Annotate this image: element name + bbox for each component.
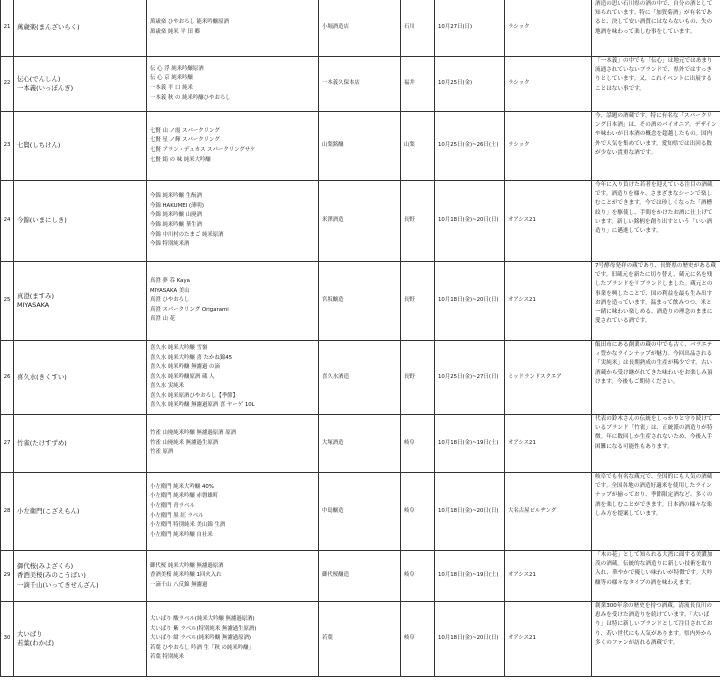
brand-name-line: 竹雀(たけすずめ) xyxy=(17,438,67,447)
row-number: 29 xyxy=(1,551,14,602)
brand-name-line: 一滴千山(いってきせんざん) xyxy=(17,580,99,589)
brewery-name: 中島醸造 xyxy=(319,473,401,551)
brewery-name: 大塚酒造 xyxy=(319,415,401,473)
venue: オアシス21 xyxy=(505,262,592,341)
brand-name-line: 香酒美桜(みのこうばい) xyxy=(17,571,86,580)
product-item: 喜久水 純米原酒ひやおろし【季節】 xyxy=(150,392,238,399)
product-item: 今錦 純米吟醸 生酛酒 xyxy=(150,193,202,200)
description: 今、話題の酒蔵です。特に有名な「スパークリング日本酒」は、その酒のパイオニア。デザインや味わいが日本酒の概念を超越したもの。国内外で人気を集めています。愛知県では出回る数が少ない貴重な酒です。 xyxy=(592,112,720,181)
event-date: 10月18日(金)~19日(土) xyxy=(435,415,505,473)
product-item: 一本義 平 口 純米 xyxy=(150,85,193,91)
description: 「一本義」の中でも「伝心」は地元ではあまり流通されていないブランドで、県外ではすっきりとしています。又、これイベントに出展することはない事です。 xyxy=(592,57,720,112)
product-item: 伝 心 京 純米吟醸 xyxy=(150,75,193,82)
row-number: 25 xyxy=(1,262,14,341)
description: 創業300年余の歴史を持つ酒蔵。清流長良川の恵みを受けた酒造りを続けています。「大いばり」は特に新しいブランドとして注目されており、若い世代にも人気があります。県内外から多くのファンが訪れる酒蔵です。 xyxy=(592,602,720,677)
prefecture: 岐阜 xyxy=(401,473,435,551)
row-number: 28 xyxy=(1,473,14,551)
brewery-name: 喜久水酒造 xyxy=(319,341,401,415)
row-number: 30 xyxy=(1,602,14,677)
product-item: 御代桜 純米大吟醸 無濾過原酒 xyxy=(150,562,224,569)
product-item: 大いばり 紫 ラベル(特別純米 無濾過生原酒) xyxy=(150,625,257,632)
brand-name-line: 真澄(ますみ) xyxy=(17,291,54,300)
brand-name xyxy=(14,341,147,415)
brand-name xyxy=(14,602,147,677)
brand-name-line: 七賢(しちけん) xyxy=(17,141,61,150)
venue: ラシック xyxy=(505,0,592,57)
brand-name-line: 小左衛門(こざえもん) xyxy=(17,506,80,515)
brand-name xyxy=(14,0,147,57)
product-item: 竹雀 原酒 xyxy=(150,449,174,456)
venue: オアシス21 xyxy=(505,602,592,677)
description: 酒造の思い石川県の酒の中で、自分の酒として知られています。特に「加賀菊酒」が有名であると、決して安い酒質にはならないもの、失の地酒を味わって楽しむ事をしています。 xyxy=(592,0,720,57)
event-date: 10月18日(金)~20日(日) xyxy=(435,473,505,551)
product-item: 真澄 夢 呑 Kaya xyxy=(150,278,190,285)
event-date: 10月25日(金)~26日(土) xyxy=(435,112,505,181)
event-date: 10月25日(金) xyxy=(435,57,505,112)
prefecture: 石川 xyxy=(401,0,435,57)
venue: オアシス21 xyxy=(505,551,592,602)
brand-name-line: 御代桜(みよざくら) xyxy=(17,561,74,570)
brewery-name: 若葉 xyxy=(319,602,401,677)
brand-name xyxy=(14,551,147,602)
product-item: 小左衛門 青ラベル xyxy=(150,502,195,509)
product-item: 小左衛門 特別純米 美山錦 生酒 xyxy=(150,522,226,529)
product-list xyxy=(147,415,319,473)
product-item: 今錦 中川村のたまご 純米原酒 xyxy=(150,231,224,238)
brand-name-line: 伝心(でんしん) xyxy=(17,74,61,83)
product-item: 若葉 ひやおろし 吟酒 生「秋 の純米吟醸」 xyxy=(150,644,254,651)
product-item: 今錦 HAKUMEI (薄明) xyxy=(150,202,204,209)
product-list xyxy=(147,181,319,262)
product-list xyxy=(147,0,319,57)
product-item: 小左衛門 黒 紅 ラベル xyxy=(150,512,204,519)
brand-name xyxy=(14,112,147,181)
event-date: 10月18日(金)~19日(土) xyxy=(435,551,505,602)
row-number: 27 xyxy=(1,415,14,473)
product-item: 小左衛門 純米吟醸 自社米 xyxy=(150,531,213,538)
event-date: 10月25日(金)~27日(日) xyxy=(435,341,505,415)
description: 今年に入り負けた若者を迎えている注目の酒蔵です。酒造りを様々、さまざまなシーンで楽しむことができます。今では珍しくなった「酒槽絞り」を駆使し、手間をかけたお酒に仕上げています。新しい銘柄を創り出すという「いい酒造り」に邁進しています。 xyxy=(592,181,720,262)
description: 飯田市にある創業の蔵の中でも古く、バラエティ豊かなラインナップが魅力。今回出品される「実純米」は長期熟成の生産が稀少です。古い酒蔵から受け継がれてきた味わいをお楽しみ頂けます。今後もご期待ください。 xyxy=(592,341,720,415)
venue: ミッドランドスクエア xyxy=(505,341,592,415)
product-item: 喜久水 純米大吟醸 雪嶺 xyxy=(150,344,208,351)
venue: ラシック xyxy=(505,112,592,181)
product-item: 若葉 特別純米 xyxy=(150,654,185,661)
product-item: 香酒美桜 純米吟醸 1回火入れ xyxy=(150,572,222,579)
table-row xyxy=(1,551,720,602)
table-row xyxy=(1,415,720,473)
brand-name-line: 喜久水(きくすい) xyxy=(17,372,67,381)
brand-name xyxy=(14,262,147,341)
product-list xyxy=(147,602,319,677)
row-number: 22 xyxy=(1,57,14,112)
product-item: 七賢 アラン・デュカス スパークリングサケ xyxy=(150,147,256,153)
venue: オアシス21 xyxy=(505,181,592,262)
brand-name-line: 今錦(いまにしき) xyxy=(17,216,67,225)
product-item: 七賢 絹 の 味 純米大吟醸 xyxy=(150,156,211,163)
product-item: 竹雀 山廃純米 無濾過生原酒 xyxy=(150,439,219,446)
product-list xyxy=(147,57,319,112)
event-date: 10月18日(金)~20日(日) xyxy=(435,602,505,677)
product-list xyxy=(147,473,319,551)
product-item: 今錦 純米吟醸 山廃酒 xyxy=(150,212,202,219)
table-row xyxy=(1,262,720,341)
table-row xyxy=(1,181,720,262)
product-item: 今錦 純米吟醸 華生酒 xyxy=(150,222,202,228)
product-item: 七賢 星 ノ輝 スパークリング xyxy=(150,137,220,144)
product-list xyxy=(147,262,319,341)
product-item: 小左衛門 純米大吟醸 40% xyxy=(150,483,214,490)
product-item: 一滴千山 八反錦 無濾過 xyxy=(150,581,208,588)
brand-name-line: 若葉(わかば) xyxy=(17,639,54,647)
brand-name-line: 萬歳楽(まんざいらく) xyxy=(17,23,80,32)
table-row xyxy=(1,341,720,415)
product-item: 一本義 秋 の 純米吟醸ひやおろし xyxy=(150,94,231,101)
product-item: 大いばり 酸ラベル(純米大吟醸 無濾過原酒) xyxy=(150,616,255,623)
brand-name-line: 一本義(いっぽんぎ) xyxy=(17,84,74,92)
brand-name xyxy=(14,181,147,262)
brand-name xyxy=(14,473,147,551)
product-item: 小左衛門 純米吟醸 赤磐雄町 xyxy=(150,493,219,500)
row-number: 21 xyxy=(1,0,14,57)
brand-name-line: MIYASAKA xyxy=(17,301,50,309)
venue: 大名古屋ビルヂング xyxy=(505,473,592,551)
prefecture: 岐阜 xyxy=(401,415,435,473)
product-item: 七賢 山 ノ霞 スパークリング xyxy=(150,127,220,134)
brand-name-line: 大いばり xyxy=(17,629,43,638)
product-item: 今錦 特別純米酒 xyxy=(150,241,190,248)
prefecture: 長野 xyxy=(401,341,435,415)
event-date: 10月27日(日) xyxy=(435,0,505,57)
prefecture: 長野 xyxy=(401,181,435,262)
product-list xyxy=(147,112,319,181)
table-row xyxy=(1,473,720,551)
event-date: 10月18日(金)~20日(日) xyxy=(435,262,505,341)
description: 「木の花」として知られる大湾に面する美濃加茂の酒蔵。伝統的な酒造りに新しい技術を取り入れ、華やかで優しい味わいが特徴です。大吟醸等の様々なタイプの酒を味わえます。 xyxy=(592,551,720,602)
prefecture: 岐阜 xyxy=(401,602,435,677)
product-list xyxy=(147,341,319,415)
prefecture: 長野 xyxy=(401,262,435,341)
product-item: 真澄 ひやおろし xyxy=(150,297,190,304)
product-item: 喜久水 実純米 xyxy=(150,383,185,390)
venue: オアシス21 xyxy=(505,415,592,473)
event-date: 10月18日(金)~20日(日) xyxy=(435,181,505,262)
product-item: 大いばり 紺 ラベル(純米吟醸 無濾過原酒) xyxy=(150,635,251,642)
brewery-name: 小堀酒造店 xyxy=(319,0,401,57)
product-item: 喜久水 純米吟醸 無濾過原酒 喜 ヤーゲ 10L xyxy=(150,402,255,409)
brewery-name: 宮坂醸造 xyxy=(319,262,401,341)
brand-name xyxy=(14,57,147,112)
brewery-name: 米澤酒造 xyxy=(319,181,401,262)
product-item: 萬歳楽 ひやおろし 能米吟醸原酒 xyxy=(150,19,229,26)
product-item: 萬歳楽 純米 平 田 郷 xyxy=(150,29,200,35)
product-item: 真澄 山 花 xyxy=(150,316,175,323)
prefecture: 岐阜 xyxy=(401,551,435,602)
table-row xyxy=(1,602,720,677)
product-item: MIYASAKA 美山 xyxy=(150,287,190,294)
brewery-name: 山梨銘醸 xyxy=(319,112,401,181)
product-item: 喜久水 純米大吟醸 喜 たかね錦45 xyxy=(150,354,233,361)
product-item: 喜久水 純米吟醸 無濾過 の滴 xyxy=(150,364,220,371)
row-number: 23 xyxy=(1,112,14,181)
product-item: 真澄 スパークリング Origarami xyxy=(150,306,229,313)
product-list xyxy=(147,551,319,602)
product-item: 伝 心 浮 純米吟醸原酒 xyxy=(150,65,204,72)
description: 7号酵母発祥の蔵であり、長野県の歴史がある蔵です。旧蔵元を新たに切り替え、蔵元に名を残したブランドをリブランドしました。蔵元との事業を興したことで、国の利益を最も生み出すお酒を造っています。温まって飲みつつ、米と一緒に味わい楽しめる、酒造りの理念のままに愛されている酒です。 xyxy=(592,262,720,341)
table-row xyxy=(1,57,720,112)
table-row xyxy=(1,0,720,57)
brewery-name: 御代桜醸造 xyxy=(319,551,401,602)
row-number: 26 xyxy=(1,341,14,415)
brand-name xyxy=(14,415,147,473)
description: 代表の鈴木さんの伝統をしっかりと守り続けているブランド「竹雀」は、正統派の酒造りが特徴。年に数回しか生産されないため、今後入手困難になる可能性もあります。 xyxy=(592,415,720,473)
venue: ラシック xyxy=(505,57,592,112)
prefecture: 山梨 xyxy=(401,112,435,181)
row-number: 24 xyxy=(1,181,14,262)
product-item: 竹雀 山廃純米吟醸 無濾過原酒 原酒 xyxy=(150,430,237,437)
prefecture: 福井 xyxy=(401,57,435,112)
table-row xyxy=(1,112,720,181)
description: 岐阜でも有名な蔵元で、全国的にも人気の酒蔵です。全国各地の酒造好適米を使用したラインナップが揃っており、季節限定酒など、多くの酒を楽しむことができます。日本酒の様々な楽しみ方を提案しています。 xyxy=(592,473,720,551)
product-item: 喜久水 純米吟醸原酒 蔵 人 xyxy=(150,373,215,380)
brewery-name: 一本義久保本店 xyxy=(319,57,401,112)
